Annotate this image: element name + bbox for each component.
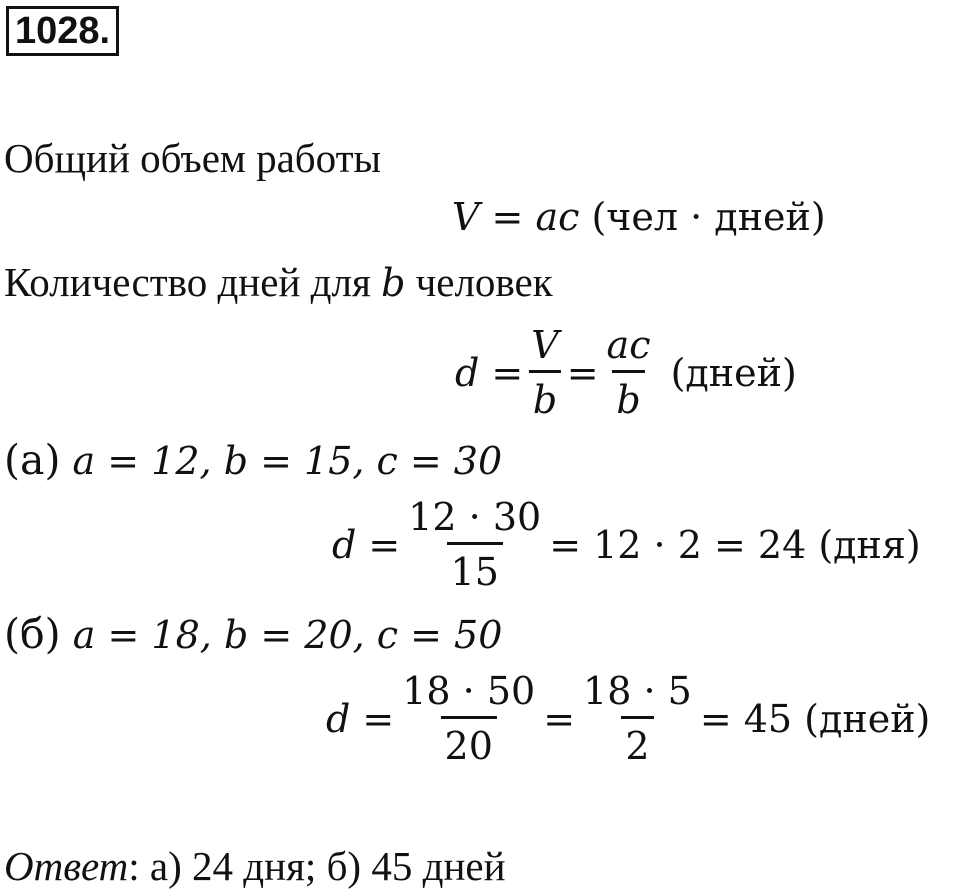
fraction-v-over-b bbox=[527, 323, 562, 422]
fraction-part-a bbox=[404, 495, 545, 594]
fraction-numerator: V bbox=[531, 323, 559, 367]
formula-total-work: V = ac (чел · дней) bbox=[452, 195, 826, 239]
part-a-label: (а) bbox=[4, 436, 61, 484]
heading-days-tail: человек bbox=[415, 259, 553, 305]
heading-total-work: Общий объем работы bbox=[4, 135, 382, 181]
part-b-values: a = 18, b = 20, c = 50 bbox=[72, 612, 503, 657]
answer-line bbox=[4, 843, 506, 889]
fraction-numerator: 18 · 50 bbox=[402, 669, 536, 713]
formula-var-d: d bbox=[332, 522, 357, 567]
answer-label: Ответ bbox=[4, 843, 129, 889]
fraction-denominator: b bbox=[529, 370, 561, 419]
fraction-denominator: 2 bbox=[621, 716, 653, 765]
heading-var-b: b bbox=[381, 261, 406, 305]
fraction-denominator: 20 bbox=[441, 716, 497, 765]
fraction-part-b-second bbox=[579, 669, 696, 768]
fraction-numerator: 18 · 5 bbox=[583, 669, 692, 713]
answer-text: : а) 24 дня; б) 45 дней bbox=[128, 843, 506, 889]
part-a-values: a = 12, b = 15, c = 30 bbox=[72, 438, 503, 483]
part-b-label: (б) bbox=[4, 610, 61, 658]
fraction-numerator: ac bbox=[606, 323, 651, 367]
fraction-part-b-first bbox=[398, 669, 539, 768]
heading-days-text: Количество дней для bbox=[4, 259, 371, 305]
part-a-calculation: d = $\frac{12 \cdot 30}{15}$ = 12 · 2 = 24 (дня) bbox=[332, 495, 921, 594]
formula-var-d: d bbox=[326, 696, 351, 741]
fraction-denominator: b bbox=[612, 370, 644, 419]
part-a-result: = 12 · 2 = 24 (дня) bbox=[549, 522, 921, 567]
unit-days: (дней) bbox=[670, 350, 797, 395]
unit-person-days: (чел · дней) bbox=[591, 195, 826, 239]
problem-number: 1028. bbox=[6, 6, 119, 56]
formula-days: d = $\frac{V}{b}$ = $\frac{ac}{b}$ (дней) bbox=[455, 323, 797, 422]
fraction-denominator: 15 bbox=[447, 542, 503, 591]
formula-var-ac: ac bbox=[535, 195, 580, 239]
part-b-calculation: d = $\frac{18 \cdot 50}{20}$ = $\frac{18 \cdot 5}{2}$ = 45 (дней) bbox=[326, 669, 931, 768]
part-b-result: = 45 (дней) bbox=[699, 696, 931, 741]
fraction-ac-over-b bbox=[603, 323, 655, 422]
part-a-given bbox=[4, 436, 503, 484]
fraction-numerator: 12 · 30 bbox=[408, 495, 542, 539]
heading-days-count bbox=[4, 259, 553, 305]
part-b-given bbox=[4, 610, 503, 658]
formula-var-d: d bbox=[455, 350, 480, 395]
formula-var-v: V bbox=[452, 195, 480, 239]
